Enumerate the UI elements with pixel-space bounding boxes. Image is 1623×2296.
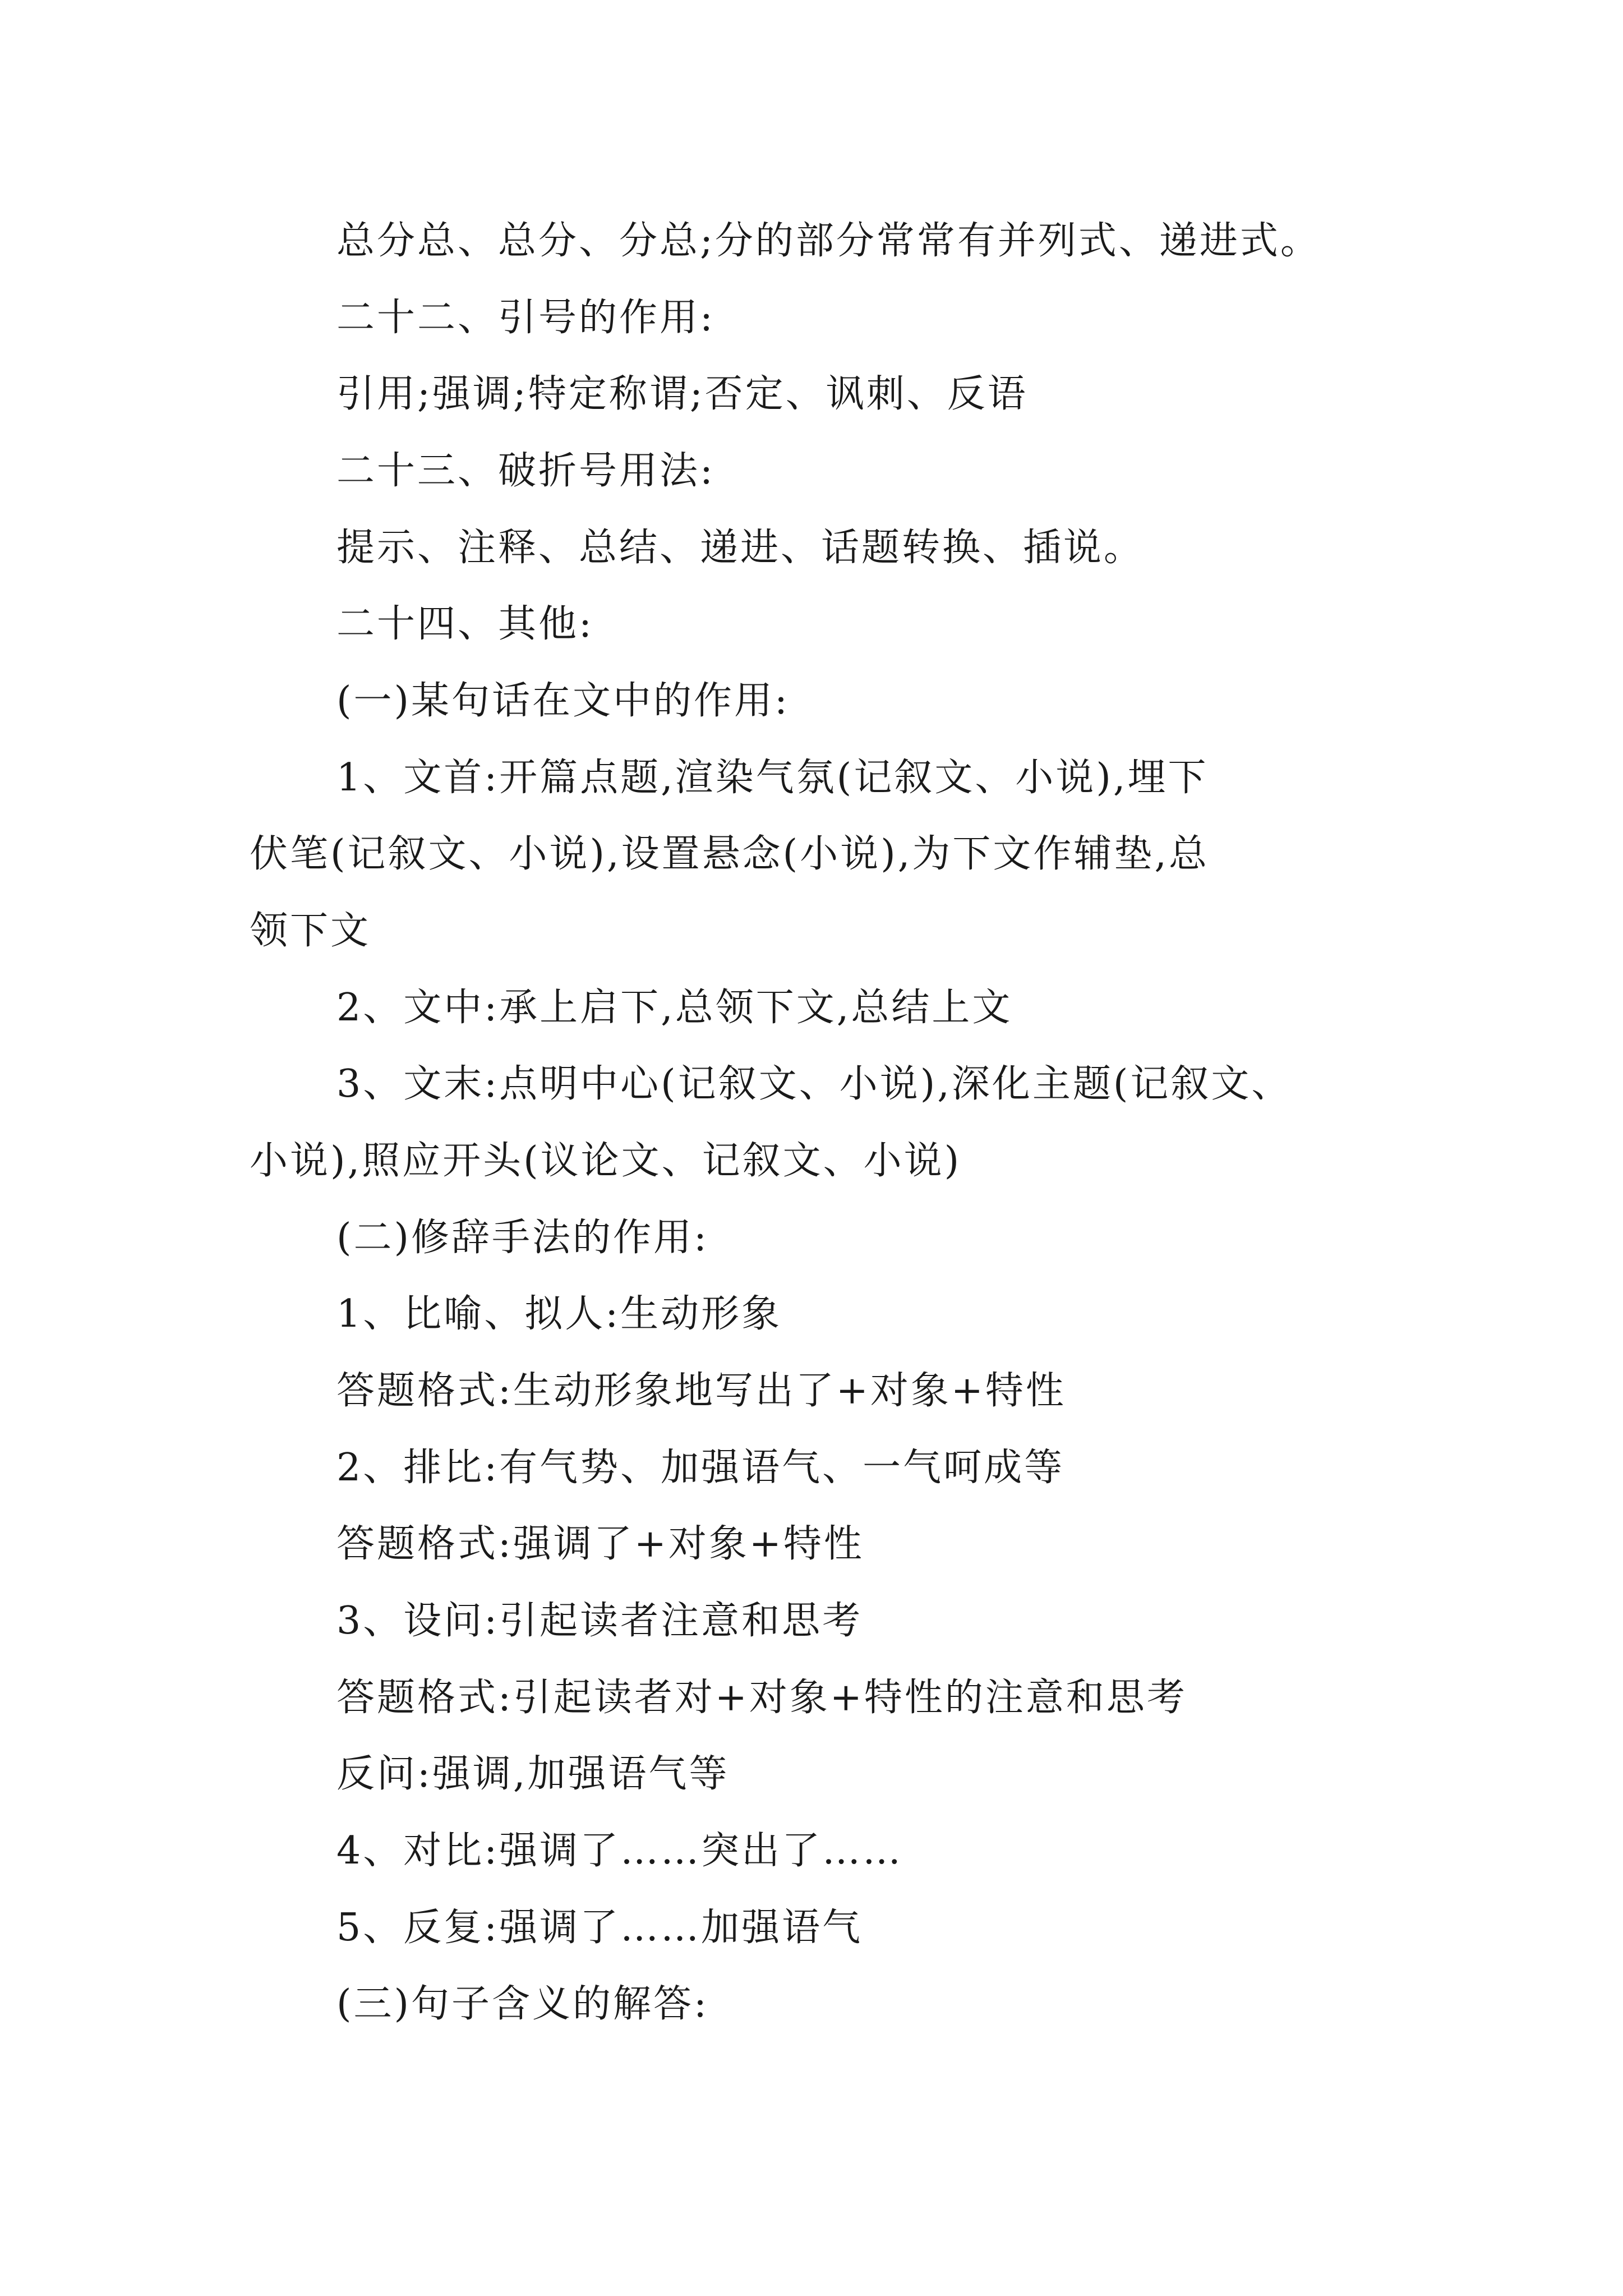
text-line: 1、比喻、拟人:生动形象	[336, 1292, 782, 1336]
text-line: 答题格式:强调了+对象+特性	[336, 1522, 864, 1566]
subsection-heading: (二)修辞手法的作用:	[336, 1216, 709, 1260]
text-line: 领下文	[250, 909, 371, 953]
text-line: 3、设问:引起读者注意和思考	[336, 1599, 863, 1643]
text-line: 2、文中:承上启下,总领下文,总结上文	[336, 986, 1013, 1030]
subsection-heading: (三)句子含义的解答:	[336, 1982, 709, 2026]
section-heading: 二十四、其他:	[336, 602, 594, 646]
text-line: 5、反复:强调了……加强语气	[336, 1906, 863, 1950]
section-heading: 二十三、破折号用法:	[336, 449, 715, 493]
text-line: 答题格式:生动形象地写出了+对象+特性	[336, 1369, 1066, 1413]
section-heading: 二十二、引号的作用:	[336, 296, 715, 340]
text-line: 总分总、总分、分总;分的部分常常有并列式、递进式。	[336, 219, 1321, 263]
text-line: 伏笔(记叙文、小说),设置悬念(小说),为下文作辅垫,总	[250, 832, 1209, 876]
text-line: 3、文末:点明中心(记叙文、小说),深化主题(记叙文、	[336, 1062, 1292, 1106]
text-line: 反问:强调,加强语气等	[336, 1752, 730, 1796]
text-line: 1、文首:开篇点题,渲染气氛(记叙文、小说),埋下	[336, 756, 1209, 800]
text-line: 引用;强调;特定称谓;否定、讽刺、反语	[336, 372, 1028, 416]
subsection-heading: (一)某句话在文中的作用:	[336, 679, 790, 723]
text-line: 答题格式:引起读者对+对象+特性的注意和思考	[336, 1676, 1187, 1720]
text-line: 4、对比:强调了……突出了……	[336, 1829, 903, 1873]
text-line: 小说),照应开头(议论文、记叙文、小说)	[250, 1139, 962, 1183]
text-line: 提示、注释、总结、递进、话题转换、插说。	[336, 526, 1145, 570]
text-line: 2、排比:有气势、加强语气、一气呵成等	[336, 1446, 1065, 1490]
